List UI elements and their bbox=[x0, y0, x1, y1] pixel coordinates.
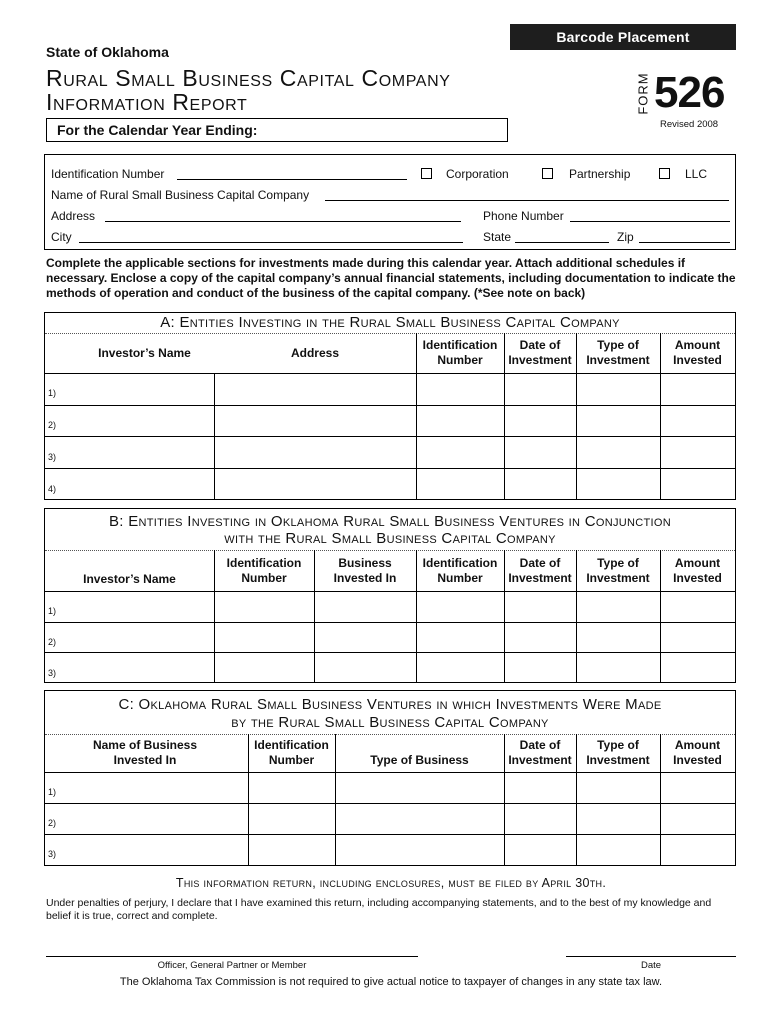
llc-checkbox[interactable] bbox=[659, 168, 670, 179]
col-name-of-business: Name of Business Invested In bbox=[92, 738, 198, 767]
state-name: State of Oklahoma bbox=[46, 44, 169, 60]
section-b bbox=[44, 508, 736, 683]
phone-field[interactable] bbox=[570, 221, 730, 222]
section-b-title-line1: B: Entities Investing in Oklahoma Rural Small Business Ventures in Conjunction bbox=[109, 513, 671, 530]
section-c-row-rule bbox=[45, 803, 735, 804]
instructions: Complete the applicable sections for investments made during this calendar year. Attach additional schedules if necessary. Enclose a copy of the capital company’s annual financial statements, including documentation to indicate the methods of operation and conduct of the business of the capital company. (*See note on back) bbox=[46, 256, 736, 300]
form-word-label: FORM bbox=[635, 72, 651, 115]
perjury-declaration: Under penalties of perjury, I declare that I have examined this return, including accompanying statements, and to the best of my knowledge and belief it is true, correct and complete. bbox=[46, 897, 712, 922]
state-label: State bbox=[483, 230, 512, 244]
col-date-of-investment: Date of Investment bbox=[508, 556, 572, 585]
date-label: Date bbox=[640, 960, 662, 971]
col-type-of-business: Type of Business bbox=[370, 752, 469, 767]
col-type-of-investment: Type of Investment bbox=[586, 338, 650, 367]
section-c-title-line2: by the Rural Small Business Capital Company bbox=[231, 714, 549, 731]
col-date-of-investment: Date of Investment bbox=[508, 338, 572, 367]
company-name-label: Name of Rural Small Business Capital Company bbox=[51, 188, 310, 202]
corporation-label: Corporation bbox=[446, 167, 509, 181]
section-b-row-rule bbox=[45, 652, 735, 653]
col-business-invested-in: Business Invested In bbox=[333, 556, 397, 585]
col-identification-number: Identification Number bbox=[422, 556, 498, 585]
section-b-header-rule bbox=[45, 591, 735, 592]
section-a-row-rule bbox=[45, 468, 735, 469]
row-number: 1) bbox=[48, 388, 57, 398]
section-a-title: A: Entities Investing in the Rural Small Business Capital Company bbox=[160, 314, 620, 331]
partnership-label: Partnership bbox=[569, 167, 631, 181]
section-c-title-line1: C: Oklahoma Rural Small Business Ventures in which Investments Were Made bbox=[118, 696, 662, 713]
section-c-row-rule bbox=[45, 834, 735, 835]
col-investor-name: Investor’s Name bbox=[83, 571, 176, 586]
barcode-placement: Barcode Placement bbox=[510, 24, 736, 50]
section-a-row-rule bbox=[45, 405, 735, 406]
row-number: 1) bbox=[48, 606, 57, 616]
col-investor-name: Investor’s Name bbox=[98, 345, 191, 360]
form-number: 526 bbox=[654, 68, 725, 117]
form-title-line2: Information Report bbox=[46, 89, 248, 115]
identification-box bbox=[44, 154, 736, 250]
officer-signature-label: Officer, General Partner or Member bbox=[157, 960, 307, 971]
calendar-year-label: For the Calendar Year Ending: bbox=[57, 122, 258, 138]
address-field[interactable] bbox=[105, 221, 461, 222]
revised-date: Revised 2008 bbox=[660, 119, 719, 130]
col-amount-invested: Amount Invested bbox=[673, 338, 722, 367]
filing-deadline-note: This information return, including enclosures, must be filed by April 30th. bbox=[175, 876, 607, 890]
form-title bbox=[46, 66, 451, 114]
llc-label: LLC bbox=[685, 167, 708, 181]
col-address: Address bbox=[290, 345, 340, 360]
address-label: Address bbox=[51, 209, 96, 223]
section-b-row-rule bbox=[45, 622, 735, 623]
section-c-header-rule bbox=[45, 772, 735, 773]
id-number-field[interactable] bbox=[177, 179, 407, 180]
section-b-title-line2: with the Rural Small Business Capital Company bbox=[224, 530, 556, 547]
row-number: 2) bbox=[48, 420, 57, 430]
col-amount-invested: Amount Invested bbox=[673, 738, 722, 767]
row-number: 3) bbox=[48, 849, 57, 859]
form-title-line1: Rural Small Business Capital Company bbox=[46, 65, 451, 91]
id-number-label: Identification Number bbox=[51, 167, 165, 181]
col-date-of-investment: Date of Investment bbox=[508, 738, 572, 767]
company-name-field[interactable] bbox=[325, 200, 729, 201]
city-label: City bbox=[51, 230, 72, 244]
section-c bbox=[44, 690, 736, 866]
row-number: 4) bbox=[48, 484, 57, 494]
row-number: 3) bbox=[48, 668, 57, 678]
col-type-of-investment: Type of Investment bbox=[586, 738, 650, 767]
col-identification-number: Identification Number bbox=[254, 738, 329, 767]
col-type-of-investment: Type of Investment bbox=[586, 556, 650, 585]
row-number: 3) bbox=[48, 452, 57, 462]
section-a-header-rule bbox=[45, 373, 735, 374]
section-a-col-rule bbox=[214, 373, 215, 499]
zip-label: Zip bbox=[617, 230, 634, 244]
city-field[interactable] bbox=[79, 242, 463, 243]
col-identification-number: Identification Number bbox=[422, 338, 498, 367]
zip-field[interactable] bbox=[639, 242, 730, 243]
tax-commission-notice: The Oklahoma Tax Commission is not required to give actual notice to taxpayer of changes in any state tax law. bbox=[119, 976, 663, 988]
calendar-year-field[interactable] bbox=[46, 118, 508, 142]
officer-signature-line[interactable] bbox=[46, 956, 418, 957]
row-number: 2) bbox=[48, 818, 57, 828]
col-amount-invested: Amount Invested bbox=[673, 556, 722, 585]
partnership-checkbox[interactable] bbox=[542, 168, 553, 179]
section-a-row-rule bbox=[45, 436, 735, 437]
col-identification-number: Identification Number bbox=[226, 556, 302, 585]
form-word bbox=[636, 72, 656, 122]
state-field[interactable] bbox=[515, 242, 609, 243]
section-a bbox=[44, 312, 736, 500]
date-signature-line[interactable] bbox=[566, 956, 736, 957]
phone-label: Phone Number bbox=[483, 209, 564, 223]
row-number: 2) bbox=[48, 637, 57, 647]
corporation-checkbox[interactable] bbox=[421, 168, 432, 179]
row-number: 1) bbox=[48, 787, 57, 797]
